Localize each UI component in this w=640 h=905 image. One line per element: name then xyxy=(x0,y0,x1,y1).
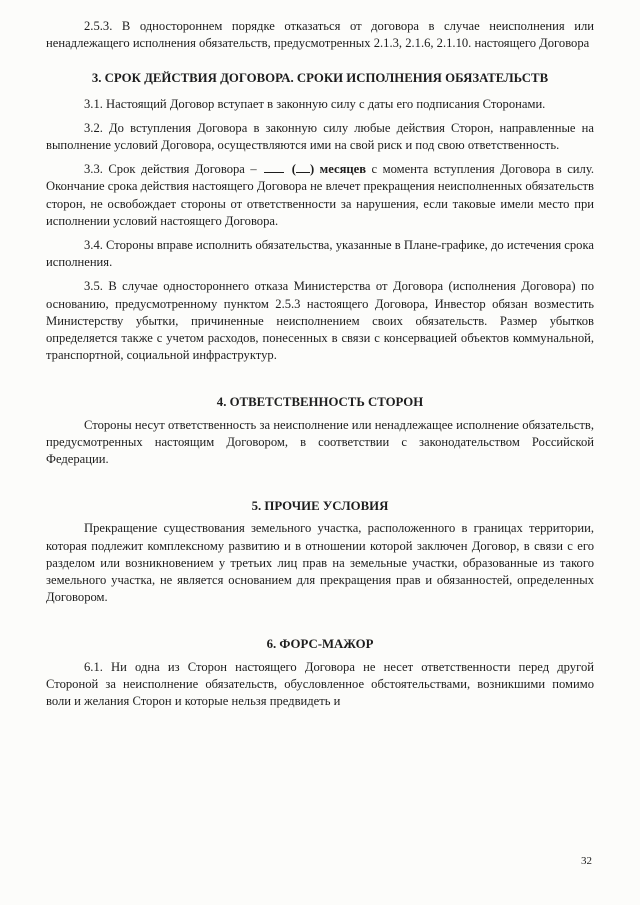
document-body xyxy=(46,18,594,710)
blank-term-number xyxy=(264,172,284,173)
paragraph-4-1: Стороны несут ответственность за неисполнение или ненадлежащее исполнение обязательств, предусмотренных настоящим Договором, в соответствии с законодательством Российской Федерации. xyxy=(46,417,594,467)
paragraph-3-3-rest: с момента вступления Договора в силу. Окончание срока действия настоящего Договора не влечет прекращения неисполненных обязательств сторон, не освобождает стороны от ответственности за нарушения, если таковые имели место при исполнении условий настоящего Договора. xyxy=(46,162,595,228)
paragraph-5-1: Прекращение существования земельного участка, расположенного в границах территории, которая подлежит комплексному развитию и в отношении которой заключен Договор, в связи с его разделом или возникновением у третьих лиц прав на земельные участки, образованные из такого земельного участка, не является основанием для прекращения прав и обязанностей, определенных Договором. xyxy=(46,521,594,605)
paragraph-3-3 xyxy=(46,161,594,230)
paragraph-3-2: 3.2. До вступления Договора в законную силу любые действия Сторон, направленные на выполнение условий Договора, осуществляются ими на свой риск и под свою ответственность. xyxy=(46,120,594,153)
paragraph-2-5-3: 2.5.3. В одностороннем порядке отказаться от договора в случае неисполнения или ненадлежащего исполнения обязательств, предусмотренных 2.1.3, 2.1.6, 2.1.10. настоящего Договора xyxy=(46,19,594,51)
section-3-heading: 3. СРОК ДЕЙСТВИЯ ДОГОВОРА. СРОКИ ИСПОЛНЕНИЯ ОБЯЗАТЕЛЬСТВ xyxy=(91,71,549,86)
section-4-heading: 4. ОТВЕТСТВЕННОСТЬ СТОРОН xyxy=(216,395,424,410)
paragraph-3-3-start: 3.3. Срок действия Договора – xyxy=(84,162,257,177)
section-6-heading: 6. ФОРС-МАЖОР xyxy=(266,637,374,652)
section-5-heading: 5. ПРОЧИЕ УСЛОВИЯ xyxy=(251,499,389,514)
paragraph-6-1: 6.1. Ни одна из Сторон настоящего Договора не несет ответственности перед другой Стороной за неисполнение обязательств, обусловленное обстоятельствами, возникшими помимо воли и желания Сторон и которые нельзя предвидеть и xyxy=(46,659,594,709)
paragraph-3-3-paren-open: ( xyxy=(291,162,296,177)
paragraph-3-5: 3.5. В случае одностороннего отказа Министерства от Договора (исполнения Договора) по основанию, предусмотренному пунктом 2.5.3 настоящего Договора, Инвестор обязан возместить Министерству убытки, причиненные неисполнением своих обязательств. Размер убытков определяется также с учетом расходов, понесенных в связи с консервацией объектов коммунальной, транспортной, социальной инфраструктур. xyxy=(46,279,594,363)
page-number: 32 xyxy=(581,855,592,867)
paragraph-3-3-months: месяцев xyxy=(319,162,367,177)
paragraph-3-1: 3.1. Настоящий Договор вступает в законную силу с даты его подписания Сторонами. xyxy=(84,96,546,111)
paragraph-3-3-paren-close: ) xyxy=(309,162,315,177)
paragraph-3-4: 3.4. Стороны вправе исполнить обязательства, указанные в Плане-графике, до истечения срока исполнения. xyxy=(46,238,594,270)
blank-term-words xyxy=(296,172,310,173)
